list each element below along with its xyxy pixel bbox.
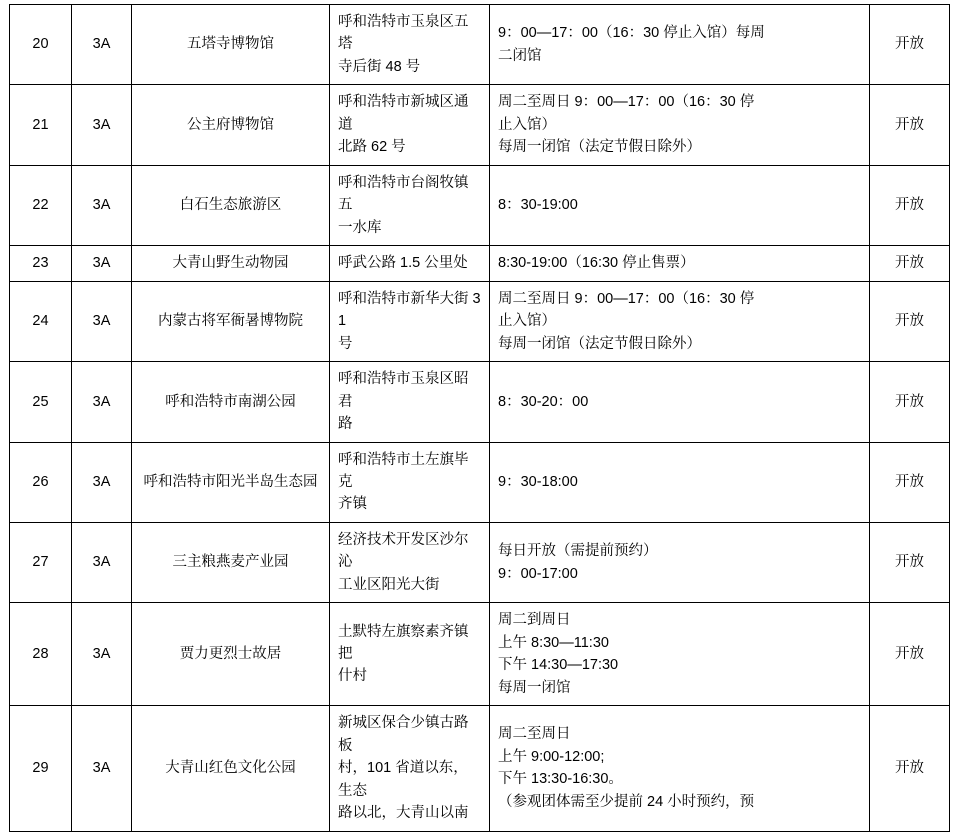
document-page xyxy=(0,4,958,822)
table-row xyxy=(10,165,950,245)
cell-address xyxy=(330,281,490,361)
cell-hours xyxy=(490,522,870,602)
cell-level: 3A xyxy=(72,522,132,602)
cell-name: 公主府博物馆 xyxy=(132,85,330,165)
cell-level: 3A xyxy=(72,5,132,85)
cell-address-line: 路 xyxy=(338,416,353,433)
attractions-table xyxy=(9,4,950,832)
cell-hours xyxy=(490,246,870,281)
cell-name: 大青山红色文化公园 xyxy=(132,706,330,831)
table-row xyxy=(10,85,950,165)
cell-hours-line: 9：00—17：00（16：30 停止入馆）每周 xyxy=(498,25,765,42)
cell-address-line: 号 xyxy=(338,335,353,352)
cell-hours xyxy=(490,362,870,442)
cell-address-line: 呼和浩特市玉泉区昭君 xyxy=(338,371,469,410)
table-row xyxy=(10,246,950,281)
cell-level: 3A xyxy=(72,603,132,706)
table-row xyxy=(10,362,950,442)
cell-address xyxy=(330,706,490,831)
cell-level: 3A xyxy=(72,165,132,245)
cell-index: 25 xyxy=(10,362,72,442)
cell-address xyxy=(330,246,490,281)
cell-level: 3A xyxy=(72,246,132,281)
cell-address-line: 一水库 xyxy=(338,219,382,236)
cell-hours-line: 上午 8:30—11:30 xyxy=(498,634,609,651)
table-body xyxy=(10,5,950,832)
cell-status: 开放 xyxy=(870,706,950,831)
cell-hours xyxy=(490,85,870,165)
cell-index: 20 xyxy=(10,5,72,85)
cell-hours xyxy=(490,5,870,85)
cell-hours xyxy=(490,442,870,522)
cell-hours-line: 下午 14:30—17:30 xyxy=(498,657,619,674)
table-row xyxy=(10,5,950,85)
cell-status: 开放 xyxy=(870,362,950,442)
table-row xyxy=(10,281,950,361)
cell-address-line: 呼和浩特市土左旗毕克 xyxy=(338,451,469,490)
cell-address-line: 北路 62 号 xyxy=(338,139,406,156)
table-row xyxy=(10,442,950,522)
cell-hours-line: 周二到周日 xyxy=(498,612,571,629)
table-row xyxy=(10,706,950,831)
cell-status: 开放 xyxy=(870,522,950,602)
cell-status: 开放 xyxy=(870,603,950,706)
cell-status: 开放 xyxy=(870,85,950,165)
cell-index: 27 xyxy=(10,522,72,602)
cell-hours xyxy=(490,281,870,361)
cell-index: 22 xyxy=(10,165,72,245)
cell-hours-line: 每周一闭馆（法定节假日除外） xyxy=(498,139,701,156)
cell-index: 23 xyxy=(10,246,72,281)
cell-address-line: 呼武公路 1.5 公里处 xyxy=(338,255,468,272)
cell-index: 29 xyxy=(10,706,72,831)
cell-name: 贾力更烈士故居 xyxy=(132,603,330,706)
table-row xyxy=(10,522,950,602)
cell-status: 开放 xyxy=(870,442,950,522)
cell-address-line: 工业区阳光大街 xyxy=(338,576,440,593)
cell-hours xyxy=(490,603,870,706)
cell-address-line: 村，101 省道以东，生态 xyxy=(338,760,468,799)
cell-address xyxy=(330,603,490,706)
cell-hours-line: 下午 13:30-16:30。 xyxy=(498,771,623,788)
cell-hours-line: 9：00-17:00 xyxy=(498,565,578,582)
cell-hours-line: 8：30-20：00 xyxy=(498,393,589,410)
cell-level: 3A xyxy=(72,706,132,831)
cell-hours-line: 8:30-19:00（16:30 停止售票） xyxy=(498,255,695,272)
cell-address-line: 呼和浩特市玉泉区五塔 xyxy=(338,14,469,53)
cell-status: 开放 xyxy=(870,246,950,281)
cell-address-line: 寺后街 48 号 xyxy=(338,58,421,75)
cell-index: 24 xyxy=(10,281,72,361)
cell-status: 开放 xyxy=(870,5,950,85)
cell-address-line: 呼和浩特市台阁牧镇五 xyxy=(338,174,469,214)
cell-hours-line: 每日开放（需提前预约） xyxy=(498,543,658,560)
cell-hours-line: 止入馆） xyxy=(498,116,556,133)
cell-index: 21 xyxy=(10,85,72,165)
cell-hours-line: 周二至周日 9：00—17：00（16：30 停 xyxy=(498,94,755,111)
cell-hours xyxy=(490,165,870,245)
cell-name: 内蒙古将军衙暑博物院 xyxy=(132,281,330,361)
cell-name: 三主粮燕麦产业园 xyxy=(132,522,330,602)
cell-hours-line: 9：30-18:00 xyxy=(498,473,578,490)
cell-hours-line: 周二至周日 xyxy=(498,726,571,743)
cell-address xyxy=(330,85,490,165)
cell-address-line: 呼和浩特市新华大街 31 xyxy=(338,290,481,330)
cell-name: 白石生态旅游区 xyxy=(132,165,330,245)
cell-name: 呼和浩特市南湖公园 xyxy=(132,362,330,442)
cell-address-line: 路以北，大青山以南 xyxy=(338,805,469,822)
cell-level: 3A xyxy=(72,281,132,361)
cell-address-line: 呼和浩特市新城区通道 xyxy=(338,94,469,133)
cell-level: 3A xyxy=(72,85,132,165)
cell-address xyxy=(330,442,490,522)
cell-hours-line: 每周一闭馆 xyxy=(498,679,571,696)
table-row xyxy=(10,603,950,706)
cell-address-line: 经济技术开发区沙尔沁 xyxy=(338,531,469,571)
cell-address-line: 土默特左旗察素齐镇把 xyxy=(338,623,469,663)
cell-address xyxy=(330,165,490,245)
cell-status: 开放 xyxy=(870,165,950,245)
cell-address xyxy=(330,362,490,442)
cell-address-line: 什村 xyxy=(338,668,367,685)
cell-status: 开放 xyxy=(870,281,950,361)
cell-name: 大青山野生动物园 xyxy=(132,246,330,281)
cell-address xyxy=(330,5,490,85)
cell-name: 呼和浩特市阳光半岛生态园 xyxy=(132,442,330,522)
cell-hours-line: 周二至周日 9：00—17：00（16：30 停 xyxy=(498,290,755,307)
cell-hours-line: 二闭馆 xyxy=(498,47,542,64)
cell-hours xyxy=(490,706,870,831)
cell-index: 26 xyxy=(10,442,72,522)
cell-hours-line: 止入馆） xyxy=(498,313,556,330)
cell-hours-line: 每周一闭馆（法定节假日除外） xyxy=(498,335,701,352)
cell-name: 五塔寺博物馆 xyxy=(132,5,330,85)
cell-address xyxy=(330,522,490,602)
cell-hours-line: 8：30-19:00 xyxy=(498,197,578,214)
cell-hours-line: （参观团体需至少提前 24 小时预约，预 xyxy=(498,793,755,810)
cell-address-line: 齐镇 xyxy=(338,496,367,513)
cell-hours-line: 上午 9:00-12:00; xyxy=(498,748,605,765)
cell-index: 28 xyxy=(10,603,72,706)
cell-address-line: 新城区保合少镇古路板 xyxy=(338,715,469,754)
cell-level: 3A xyxy=(72,362,132,442)
cell-level: 3A xyxy=(72,442,132,522)
